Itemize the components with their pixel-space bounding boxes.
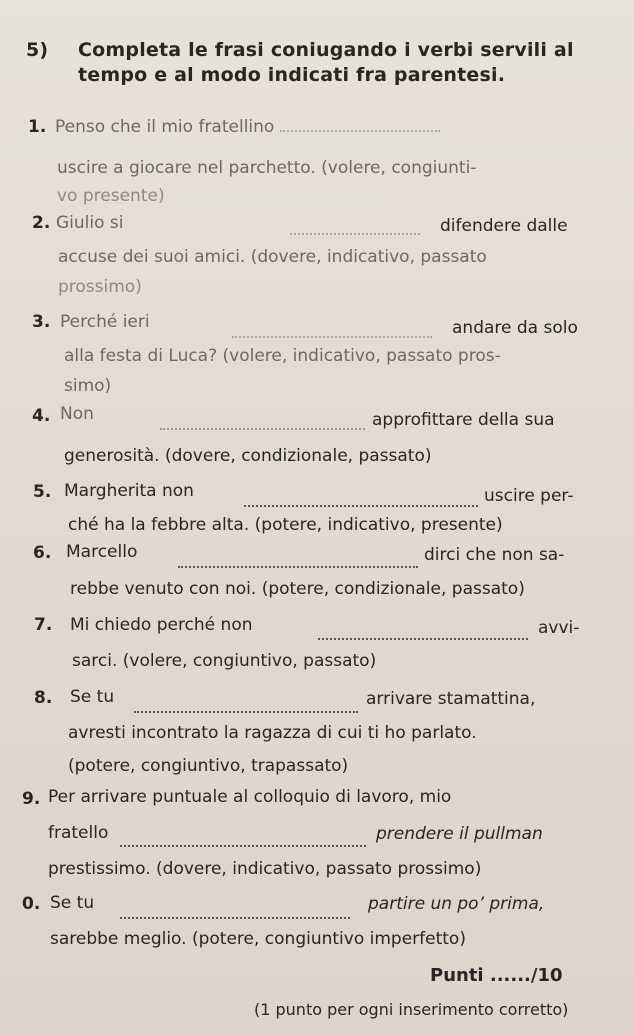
item-number: 8. bbox=[34, 688, 53, 708]
item-text-after: approfittare della sua bbox=[372, 410, 555, 430]
item-text-before: Se tu bbox=[50, 893, 95, 913]
item-text-line3: (potere, congiuntivo, trapassato) bbox=[68, 756, 349, 776]
item-number: 2. bbox=[32, 213, 51, 233]
item-text-line3: prossimo) bbox=[58, 277, 142, 297]
item-text-line2: ché ha la febbre alta. (potere, indicativo, presente) bbox=[68, 515, 503, 535]
item-text-line2: generosità. (dovere, condizionale, passato) bbox=[64, 446, 432, 466]
item-text-line3: vo presente) bbox=[57, 186, 165, 206]
item-number: 6. bbox=[33, 543, 52, 563]
item-number: 7. bbox=[34, 615, 53, 635]
item-text-after: uscire per- bbox=[484, 486, 574, 506]
item-text-after: dirci che non sa- bbox=[424, 545, 565, 565]
exercise-title-line1: Completa le frasi coniugando i verbi servili al bbox=[78, 39, 574, 61]
exercise-number: 5) bbox=[26, 39, 49, 61]
answer-blank[interactable] bbox=[160, 414, 365, 430]
item-text-after: avvi- bbox=[538, 618, 580, 638]
item-text-after: partire un po’ prima, bbox=[368, 894, 545, 914]
item-text-before: Per arrivare puntuale al colloquio di lavoro, mio bbox=[48, 787, 452, 807]
item-text-line3: simo) bbox=[64, 376, 112, 396]
item-text-before: Marcello bbox=[66, 542, 138, 562]
answer-blank[interactable] bbox=[290, 219, 420, 235]
item-text-line2: avresti incontrato la ragazza di cui ti ho parlato. bbox=[68, 723, 477, 743]
item-number: 1. bbox=[28, 117, 47, 137]
answer-blank[interactable] bbox=[120, 831, 366, 847]
item-number: 0. bbox=[22, 894, 41, 914]
item-text-line2: uscire a giocare nel parchetto. (volere, congiunti- bbox=[57, 158, 477, 178]
item-text-after: andare da solo bbox=[452, 318, 578, 338]
answer-blank[interactable] bbox=[120, 903, 350, 919]
item-text-before: Giulio si bbox=[56, 213, 124, 233]
item-text-line2: alla festa di Luca? (volere, indicativo, passato pros- bbox=[64, 346, 501, 366]
item-text-before: Perché ieri bbox=[60, 312, 150, 332]
item-number: 5. bbox=[33, 482, 52, 502]
item-text-line2: accuse dei suoi amici. (dovere, indicativo, passato bbox=[58, 247, 487, 267]
exercise-title-line2: tempo e al modo indicati fra parentesi. bbox=[78, 64, 506, 86]
answer-blank[interactable] bbox=[232, 322, 432, 338]
item-text-line2: sarci. (volere, congiuntivo, passato) bbox=[72, 651, 377, 671]
item-text-after: difendere dalle bbox=[440, 216, 568, 236]
answer-blank[interactable] bbox=[244, 491, 478, 507]
answer-blank[interactable] bbox=[318, 624, 528, 640]
item-text-before: Penso che il mio fratellino bbox=[55, 116, 440, 137]
item-text-line2b: prendere il pullman bbox=[376, 824, 543, 844]
item-text-line3: prestissimo. (dovere, indicativo, passato prossimo) bbox=[48, 859, 482, 879]
item-text-before: Non bbox=[60, 404, 94, 424]
item-number: 9. bbox=[22, 789, 41, 809]
item-text-before: Mi chiedo perché non bbox=[70, 615, 253, 635]
item-number: 3. bbox=[32, 312, 51, 332]
item-text-before: Se tu bbox=[70, 687, 115, 707]
answer-blank[interactable] bbox=[134, 697, 358, 713]
score-note: (1 punto per ogni inserimento corretto) bbox=[254, 1000, 569, 1019]
item-number: 4. bbox=[32, 406, 51, 426]
item-text-before: Margherita non bbox=[64, 481, 194, 501]
item-text-after: arrivare stamattina, bbox=[366, 689, 536, 709]
answer-blank[interactable] bbox=[178, 552, 418, 568]
item-text-line2a: fratello bbox=[48, 823, 109, 843]
item-text-line2: rebbe venuto con noi. (potere, condizionale, passato) bbox=[70, 579, 525, 599]
item-text-line2: sarebbe meglio. (potere, congiuntivo imperfetto) bbox=[50, 929, 466, 949]
answer-blank[interactable] bbox=[280, 116, 440, 132]
score-label: Punti ....../10 bbox=[430, 965, 563, 986]
